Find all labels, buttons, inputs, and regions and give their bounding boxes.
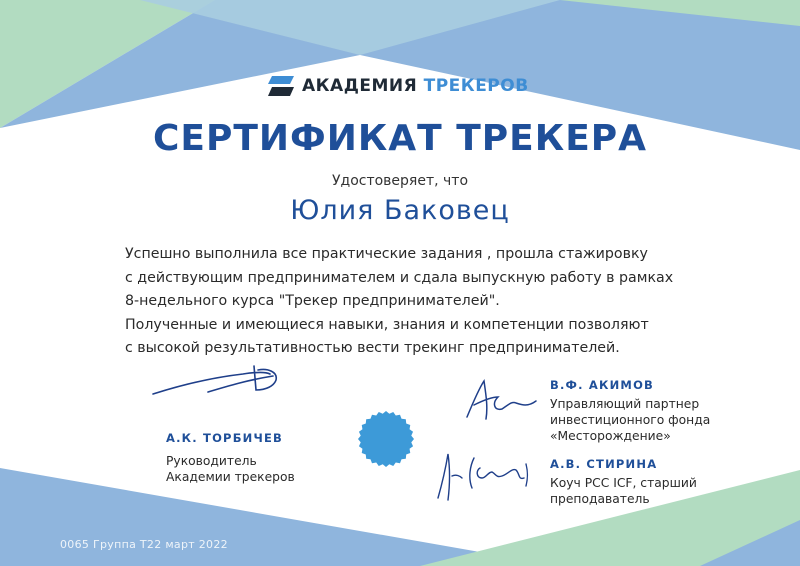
body-line: Полученные и имеющиеся навыки, знания и компетенции позволяют [125,316,649,333]
logo-text-part2: ТРЕКЕРОВ [423,76,529,96]
role-line: Руководитель [166,454,257,468]
role-line: Академии трекеров [166,470,295,484]
role-line: инвестиционного фонда [550,413,711,427]
course-name: Трекер предпринимателей [285,293,489,310]
signatory-role-stirina [550,475,697,507]
certificate-title: СЕРТИФИКАТ ТРЕКЕРА [152,118,648,159]
body-line [125,290,725,314]
role-line: Коуч PCC ICF, старший [550,476,697,490]
logo-text [302,76,529,96]
signatory-role-akimov [550,396,710,444]
signatory-name-torbichev: А.К. ТОРБИЧЕВ [166,431,283,445]
signature-akimov [462,375,542,425]
body-line3-prefix: 8-недельного курса " [125,293,286,310]
recipient-name: Юлия Баковец [290,195,510,226]
logo-text-part1: АКАДЕМИЯ [302,76,418,96]
signatory-name-stirina: А.В. СТИРИНА [550,457,658,471]
body-line: Успешно выполнила все практические задания , прошла стажировку [125,246,648,262]
role-line: Управляющий партнер [550,397,700,411]
signatory-role-torbichev [166,453,295,485]
certificate-body [125,243,725,361]
body-line: с действующим предпринимателем и сдала выпускную работу в рамках [125,269,674,286]
logo-mark-icon [268,76,294,96]
body-line: с высокой результативностью вести трекинг предпринимателей. [125,340,620,357]
signature-stirina [430,448,540,504]
seal-stamp-icon [357,410,415,468]
signatory-name-akimov: В.Ф. АКИМОВ [550,378,655,392]
role-line: «Месторождение» [550,429,671,443]
academy-logo [268,76,529,96]
body-line3-suffix: ". [488,293,500,310]
certificate-id: 0065 Группа Т22 март 2022 [60,538,228,551]
role-line: преподаватель [550,492,650,506]
certifies-text: Удостоверяет, что [331,173,469,189]
signature-torbichev [148,356,298,406]
